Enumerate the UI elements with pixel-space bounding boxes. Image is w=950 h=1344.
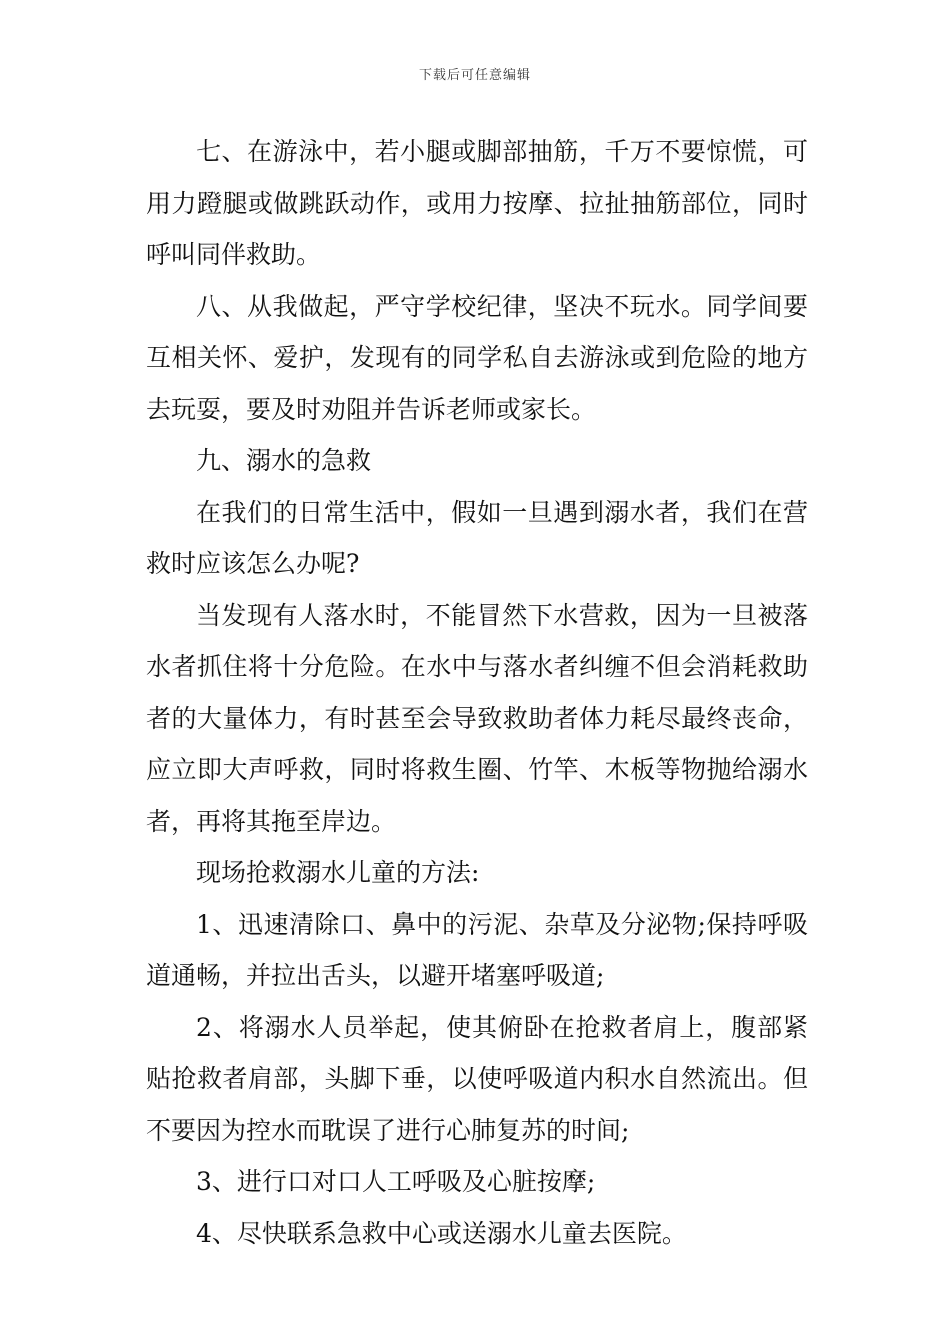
paragraph-question: 在我们的日常生活中，假如一旦遇到溺水者，我们在营救时应该怎么办呢? (146, 497, 808, 578)
section-heading-rescue: 九、溺水的急救 (196, 446, 372, 475)
list-item-step-1: 1、迅速清除口、鼻中的污泥、杂草及分泌物;保持呼吸道通畅，并拉出舌头，以避开堵塞呼吸道; (146, 909, 808, 990)
document-body (146, 126, 808, 1259)
paragraph-method-intro: 现场抢救溺水儿童的方法: (196, 858, 480, 887)
paragraph-item-7: 七、在游泳中，若小腿或脚部抽筋，千万不要惊慌，可用力蹬腿或做跳跃动作，或用力按摩、拉扯抽筋部位，同时呼叫同伴救助。 (146, 137, 808, 269)
list-item-step-4: 4、尽快联系急救中心或送溺水儿童去医院。 (196, 1218, 687, 1248)
paragraph-rescue-advice: 当发现有人落水时，不能冒然下水营救，因为一旦被落水者抓住将十分危险。在水中与落水者纠缠不但会消耗救助者的大量体力，有时甚至会导致救助者体力耗尽最终丧命，应立即大声呼救，同时将救生圈、竹竿、木板等物抛给溺水者，再将其拖至岸边。 (146, 600, 808, 836)
list-item-step-3: 3、进行口对口人工呼吸及心脏按摩; (196, 1167, 596, 1196)
list-item-step-2: 2、将溺水人员举起，使其俯卧在抢救者肩上，腹部紧贴抢救者肩部，头脚下垂，以使呼吸道内积水自然流出。但不要因为控水而耽误了进行心肺复苏的时间; (146, 1012, 808, 1145)
paragraph-item-8: 八、从我做起，严守学校纪律，坚决不玩水。同学间要互相关怀、爱护，发现有的同学私自去游泳或到危险的地方去玩耍，要及时劝阻并告诉老师或家长。 (146, 291, 808, 424)
header-note: 下载后可任意编辑 (418, 68, 531, 83)
